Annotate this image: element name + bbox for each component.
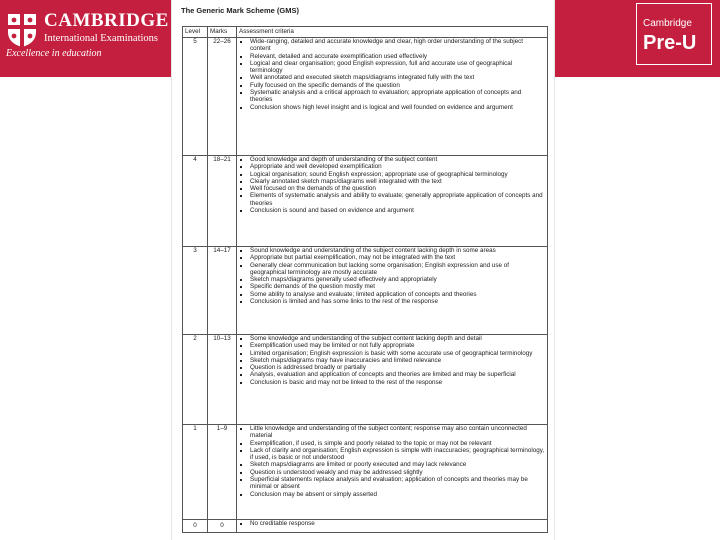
criterion: ▪ Sketch maps/diagrams are limited or poorly executed and may lack relevance bbox=[250, 461, 545, 468]
table-header-row bbox=[183, 27, 548, 38]
level-cell: 3 bbox=[183, 247, 208, 335]
criterion: ▪ Conclusion shows high level insight and is logical and well founded on evidence and argument bbox=[250, 104, 545, 111]
marks-cell: 1–9 bbox=[208, 425, 237, 520]
table-row bbox=[183, 247, 548, 335]
criterion: ▪ Analysis, evaluation and application of concepts and theories are limited and may be superficial bbox=[250, 371, 545, 378]
table-row bbox=[183, 520, 548, 533]
column-header-marks: Marks bbox=[208, 27, 237, 38]
marks-cell: 10–13 bbox=[208, 335, 237, 425]
criterion: ▪ Question is addressed broadly or partially bbox=[250, 364, 545, 371]
criterion: ▪ Limited organisation; English expression is basic with some accurate use of geographical terminology bbox=[250, 350, 545, 357]
criterion: ▪ Relevant, detailed and accurate exemplification used effectively bbox=[250, 53, 545, 60]
criteria-list bbox=[239, 247, 545, 305]
criterion: ▪ Appropriate and well developed exemplification bbox=[250, 163, 545, 170]
logo-subtitle: International Examinations bbox=[44, 33, 159, 44]
criterion: ▪ Appropriate but partial exemplification, may not be integrated with the text bbox=[250, 254, 545, 261]
criterion: ▪ Clearly annotated sketch maps/diagrams well integrated with the text bbox=[250, 178, 545, 185]
level-cell: 2 bbox=[183, 335, 208, 425]
level-cell: 0 bbox=[183, 520, 208, 533]
mark-scheme-table bbox=[182, 26, 548, 533]
criterion: ▪ Question is understood weakly and may be addressed slightly bbox=[250, 469, 545, 476]
criteria-cell bbox=[237, 156, 548, 247]
criterion: ▪ Sketch maps/diagrams may have inaccuracies and limited relevance bbox=[250, 357, 545, 364]
table-row bbox=[183, 335, 548, 425]
criterion: ▪ Elements of systematic analysis and ability to evaluate; generally appropriate application of concepts and theories bbox=[250, 192, 545, 207]
document-title: The Generic Mark Scheme (GMS) bbox=[181, 6, 299, 15]
criteria-list bbox=[239, 156, 545, 214]
pre-u-badge-top: Cambridge bbox=[643, 18, 692, 29]
criterion: ▪ Well focused on the demands of the question bbox=[250, 185, 545, 192]
logo-tagline: Excellence in education bbox=[6, 48, 102, 59]
criterion: ▪ Wide-ranging, detailed and accurate knowledge and clear, high order understanding of the subject content bbox=[250, 38, 545, 53]
logo-title: CAMBRIDGE bbox=[44, 10, 169, 31]
mark-scheme-document bbox=[172, 0, 554, 540]
level-cell: 5 bbox=[183, 38, 208, 156]
criterion: ▪ Conclusion may be absent or simply asserted bbox=[250, 491, 545, 498]
criterion: ▪ Logical organisation; sound English expression; appropriate use of geographical terminology bbox=[250, 171, 545, 178]
pre-u-badge-main: Pre-U bbox=[643, 32, 697, 54]
criteria-cell bbox=[237, 247, 548, 335]
cambridge-logo bbox=[6, 8, 169, 63]
criteria-cell bbox=[237, 520, 548, 533]
pre-u-badge bbox=[636, 3, 712, 65]
criterion: ▪ Generally clear communication but lacking some organisation; English expression and use of geographical terminology are mostly accurate bbox=[250, 262, 545, 277]
criterion: ▪ Good knowledge and depth of understanding of the subject content bbox=[250, 156, 545, 163]
criterion: ▪ Lack of clarity and organisation; English expression is simple with inaccuracies; geographical terminology, if used, is basic or not understood bbox=[250, 447, 545, 462]
criterion: ▪ No creditable response bbox=[250, 520, 545, 527]
criterion: ▪ Fully focused on the specific demands of the question bbox=[250, 82, 545, 89]
marks-cell: 14–17 bbox=[208, 247, 237, 335]
marks-cell: 18–21 bbox=[208, 156, 237, 247]
criterion: ▪ Systematic analysis and a critical approach to evaluation; appropriate application of concepts and theories bbox=[250, 89, 545, 104]
criterion: ▪ Specific demands of the question mostly met bbox=[250, 283, 545, 290]
criterion: ▪ Exemplification, if used, is simple and poorly related to the topic or may not be relevant bbox=[250, 440, 545, 447]
criteria-cell bbox=[237, 38, 548, 156]
criterion: ▪ Conclusion is basic and may not be linked to the rest of the response bbox=[250, 379, 545, 386]
criterion: ▪ Superficial statements replace analysis and evaluation; application of concepts and theories may be minimal or absent bbox=[250, 476, 545, 491]
criterion: ▪ Little knowledge and understanding of the subject content; response may also contain unconnected material bbox=[250, 425, 545, 440]
criterion: ▪ Sketch maps/diagrams generally used effectively and appropriately bbox=[250, 276, 545, 283]
criterion: ▪ Some knowledge and understanding of the subject content lacking depth and detail bbox=[250, 335, 545, 342]
column-header-criteria: Assessment criteria bbox=[237, 27, 548, 38]
criterion: ▪ Well annotated and executed sketch maps/diagrams integrated fully with the text bbox=[250, 74, 545, 81]
criteria-list bbox=[239, 520, 545, 527]
criterion: ▪ Sound knowledge and understanding of the subject content lacking depth in some areas bbox=[250, 247, 545, 254]
criteria-list bbox=[239, 425, 545, 498]
column-header-level: Level bbox=[183, 27, 208, 38]
criteria-cell bbox=[237, 425, 548, 520]
crest-icon bbox=[6, 12, 38, 48]
criteria-list bbox=[239, 38, 545, 111]
table-row bbox=[183, 38, 548, 156]
criterion: ▪ Logical and clear organisation; good English expression, full and accurate use of geographical terminology bbox=[250, 60, 545, 75]
criteria-cell bbox=[237, 335, 548, 425]
criterion: ▪ Conclusion is limited and has some links to the rest of the response bbox=[250, 298, 545, 305]
marks-cell: 22–26 bbox=[208, 38, 237, 156]
level-cell: 4 bbox=[183, 156, 208, 247]
level-cell: 1 bbox=[183, 425, 208, 520]
criterion: ▪ Conclusion is sound and based on evidence and argument bbox=[250, 207, 545, 214]
criterion: ▪ Some ability to analyse and evaluate; limited application of concepts and theories bbox=[250, 291, 545, 298]
criteria-list bbox=[239, 335, 545, 386]
marks-cell: 0 bbox=[208, 520, 237, 533]
table-row bbox=[183, 156, 548, 247]
table-row bbox=[183, 425, 548, 520]
criterion: ▪ Exemplification used may be limited or not fully appropriate bbox=[250, 342, 545, 349]
